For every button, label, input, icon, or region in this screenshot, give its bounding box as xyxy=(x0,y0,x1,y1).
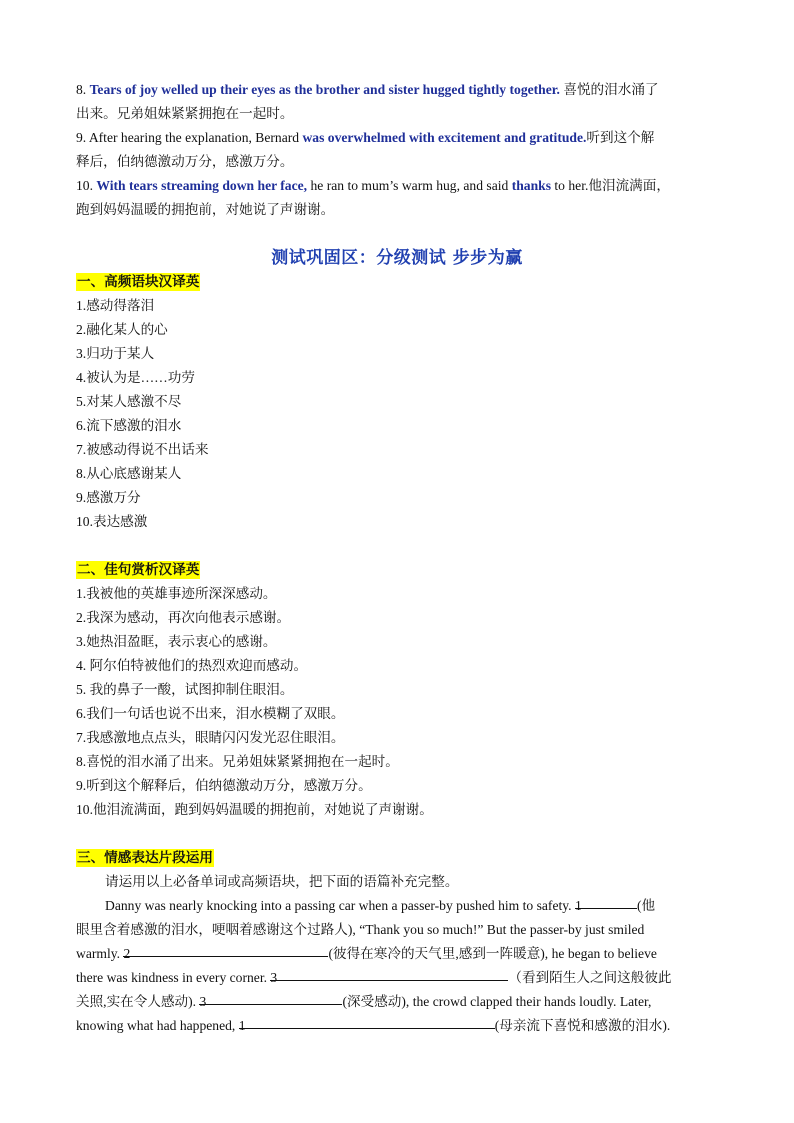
passage-text: (他 xyxy=(636,898,656,913)
section-2-heading: 二、佳句赏析汉译英 xyxy=(77,562,200,578)
passage-line-3 xyxy=(76,942,657,966)
sentence-10-middle: he ran to mum’s warm hug, and said xyxy=(307,178,512,193)
list-item: 9.听到这个解释后，伯纳德激动万分，感激万分。 xyxy=(76,778,372,793)
passage-text: (母亲流下喜悦和感激的泪水). xyxy=(494,1018,671,1033)
answer-blank-3[interactable] xyxy=(270,966,508,985)
sentence-8-english: Tears of joy welled up their eyes as the brother and sister hugged tightly together. xyxy=(89,82,560,97)
passage-line-4 xyxy=(76,966,672,990)
blank-number: 1 xyxy=(238,1018,246,1033)
answer-blank-5[interactable] xyxy=(238,1014,495,1033)
sentence-number: 10. xyxy=(76,178,97,193)
list-item: 7.被感动得说不出话来 xyxy=(76,442,209,457)
passage-text: warmly. xyxy=(76,946,124,961)
list-item: 4.被认为是……功劳 xyxy=(76,370,195,385)
answer-blank-2[interactable] xyxy=(123,942,328,961)
passage-text: knowing what had happened, xyxy=(76,1018,239,1033)
sentence-8-line2: 出来。兄弟姐妹紧紧拥抱在一起时。 xyxy=(76,106,294,121)
list-item: 4. 阿尔伯特被他们的热烈欢迎而感动。 xyxy=(76,658,308,673)
instruction-text: 请运用以上必备单词或高频语块，把下面的语篇补充完整。 xyxy=(105,874,459,889)
list-item: 2.我深为感动，再次向他表示感谢。 xyxy=(76,610,291,625)
passage-text: 关照,实在令人感动). xyxy=(76,994,200,1009)
sentence-9-english: was overwhelmed with excitement and gratitude. xyxy=(302,130,587,145)
list-item: 8.喜悦的泪水涌了出来。兄弟姐妹紧紧拥抱在一起时。 xyxy=(76,754,399,769)
sentence-8-line1 xyxy=(76,78,721,102)
sentence-10-english-b: thanks xyxy=(511,178,551,193)
passage-line-2: 眼里含着感激的泪水，哽咽着感谢这个过路人), “Thank you so much!” But the passer-by just smiled xyxy=(76,922,645,937)
list-item: 8.从心底感谢某人 xyxy=(76,466,182,481)
passage-text: （看到陌生人之间这般彼此 xyxy=(508,970,672,985)
blank-number: 1 xyxy=(574,898,582,913)
passage-line-1 xyxy=(105,894,655,918)
sentence-9-line1 xyxy=(76,126,721,150)
list-item: 6.流下感激的泪水 xyxy=(76,418,182,433)
sentence-number: 8. xyxy=(76,82,90,97)
section-title: 测试巩固区：分级测试 步步为赢 xyxy=(271,248,523,268)
list-item: 5.对某人感激不尽 xyxy=(76,394,182,409)
list-item: 1.感动得落泪 xyxy=(76,298,155,313)
list-item: 3.归功于某人 xyxy=(76,346,155,361)
list-item: 9.感激万分 xyxy=(76,490,141,505)
passage-line-6 xyxy=(76,1014,670,1038)
section-1-heading: 一、高频语块汉译英 xyxy=(77,274,200,290)
sentence-10-english-a: With tears streaming down her face, xyxy=(96,178,308,193)
blank-number: 3 xyxy=(270,970,278,985)
blank-number: 2 xyxy=(123,946,131,961)
list-item: 3.她热泪盈眶，表示衷心的感谢。 xyxy=(76,634,277,649)
passage-line-5 xyxy=(76,990,651,1014)
answer-blank-4[interactable] xyxy=(199,990,342,1009)
passage-text: Danny was nearly knocking into a passing car when a passer-by pushed him to safety. xyxy=(105,898,575,913)
sentence-10-chinese: to her.他泪流满面， xyxy=(551,178,670,193)
list-item: 2.融化某人的心 xyxy=(76,322,168,337)
list-item: 6.我们一句话也说不出来，泪水模糊了双眼。 xyxy=(76,706,345,721)
list-item: 1.我被他的英雄事迹所深深感动。 xyxy=(76,586,277,601)
sentence-10-line2: 跑到妈妈温暖的拥抱前，对她说了声谢谢。 xyxy=(76,202,335,217)
sentence-9-prefix: 9. After hearing the explanation, Bernard xyxy=(76,130,303,145)
list-item: 5. 我的鼻子一酸，试图抑制住眼泪。 xyxy=(76,682,294,697)
list-item: 10.表达感激 xyxy=(76,514,148,529)
sentence-9-line2: 释后，伯纳德激动万分，感激万分。 xyxy=(76,154,294,169)
passage-text: (彼得在寒冷的天气里,感到一阵暖意), he began to believe xyxy=(328,946,657,961)
sentence-10-line1 xyxy=(76,174,721,198)
passage-text: there was kindness in every corner. xyxy=(76,970,271,985)
list-item: 10.他泪流满面，跑到妈妈温暖的拥抱前，对她说了声谢谢。 xyxy=(76,802,433,817)
blank-number: 3 xyxy=(199,994,207,1009)
sentence-8-chinese: 喜悦的泪水涌了 xyxy=(559,82,659,97)
passage-text: (深受感动), the crowd clapped their hands loudly. Later, xyxy=(342,994,652,1009)
sentence-9-chinese: 听到这个解 xyxy=(586,130,655,145)
answer-blank-1[interactable] xyxy=(574,894,637,913)
section-3-heading: 三、情感表达片段运用 xyxy=(77,850,213,866)
list-item: 7.我感激地点点头，眼睛闪闪发光忍住眼泪。 xyxy=(76,730,345,745)
